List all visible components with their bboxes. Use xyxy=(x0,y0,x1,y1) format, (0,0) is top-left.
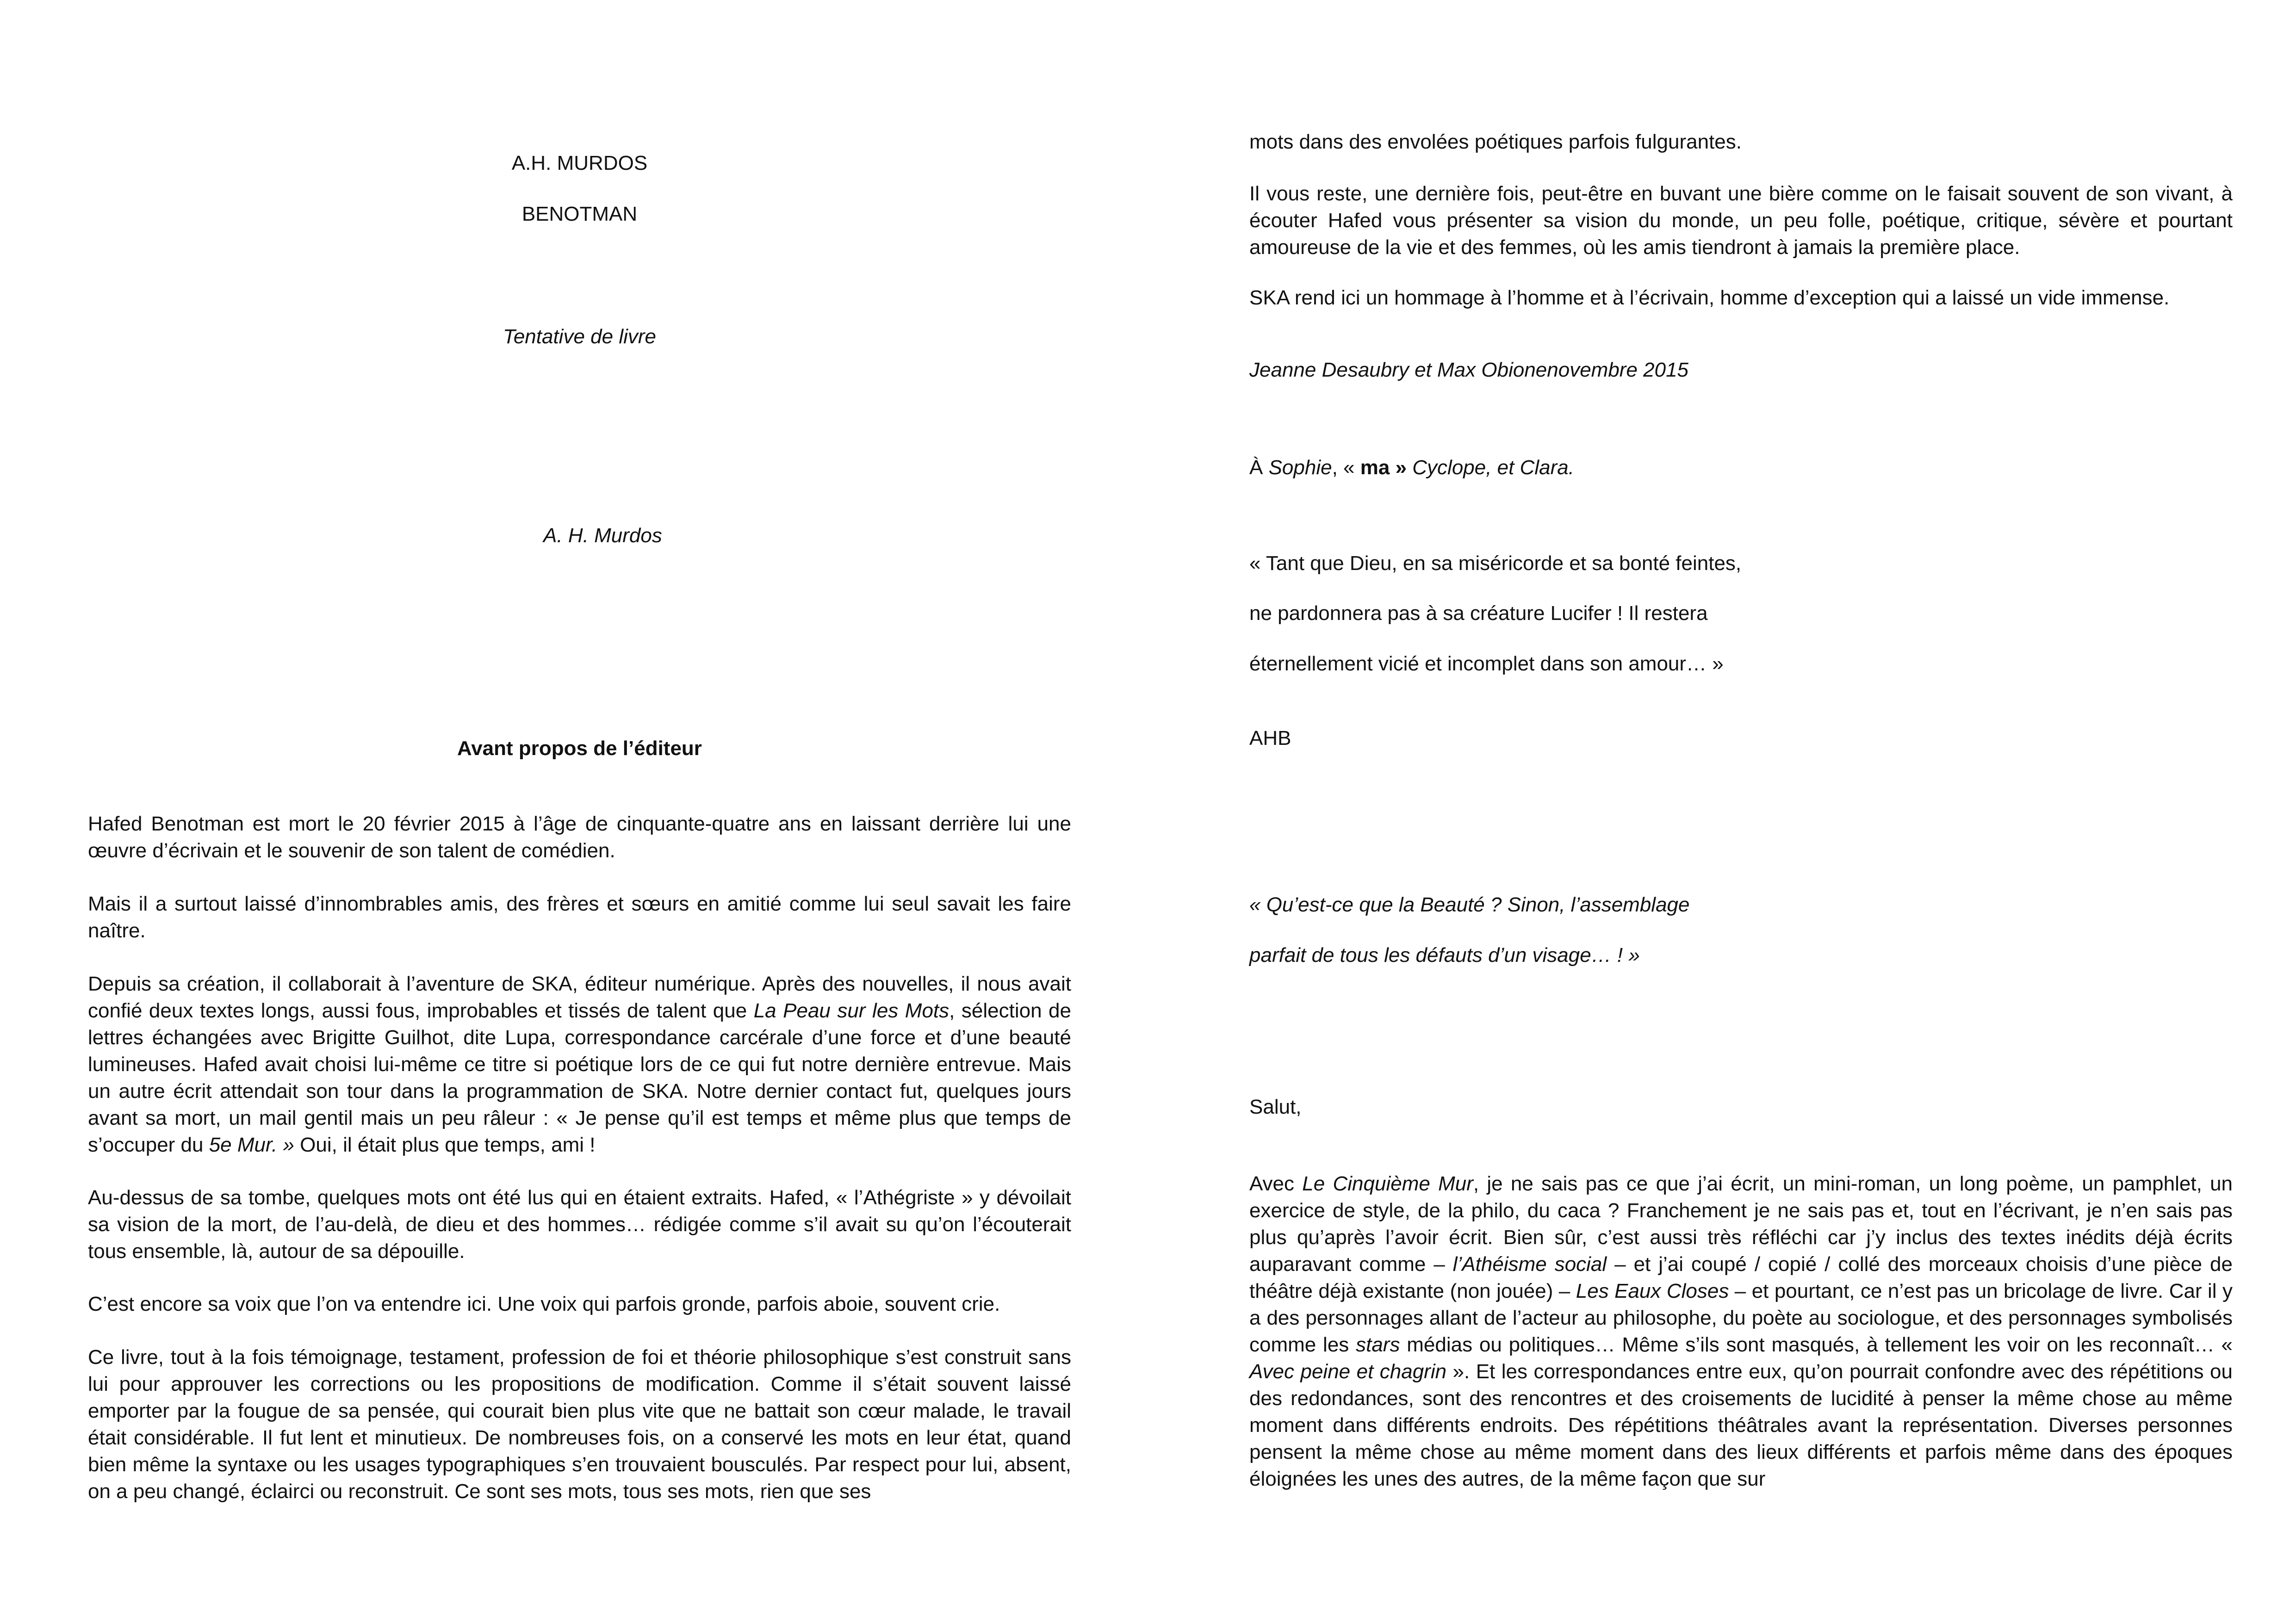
author-name-upper: A.H. MURDOS xyxy=(511,152,648,174)
foreword-heading: Avant propos de l’éditeur xyxy=(457,737,702,760)
epigraph-1-line-1: « Tant que Dieu, en sa miséricorde et sa bonté feintes, xyxy=(1249,552,1742,575)
author-name-italic: A. H. Murdos xyxy=(543,524,662,547)
right-page xyxy=(1249,0,2233,1623)
epigraph-1-line-3: éternellement vicié et incomplet dans son amour… » xyxy=(1249,652,1724,675)
foreword-paragraph-6: Ce livre, tout à la fois témoignage, testament, profession de foi et théorie philosophique s’est construit sans lui pour approuver les corrections ou les propositions de modification. Comme il s’était souvent laissé emporter par la fougue de sa pensée, qui courait bien plus vite que ne battait son cœur malade, le travail était considérable. Il fut lent et minutieux. De nombreuses fois, on a conservé les mots en leur état, quand bien même la syntaxe ou les usages typographiques s’en trouvaient bousculés. Par respect pour lui, absent, on a peu changé, éclairci ou reconstruit. Ce sont ses mots, tous ses mots, rien que ses xyxy=(88,1346,1071,1503)
book-title: BENOTMAN xyxy=(521,203,638,225)
book-subtitle: Tentative de livre xyxy=(503,325,656,348)
foreword-paragraph-1: Hafed Benotman est mort le 20 février 2015 à l’âge de cinquante-quatre ans en laissant derrière lui une œuvre d’écrivain et le souvenir de son talent de comédien. xyxy=(88,812,1071,862)
epigraph-2-line-2: parfait de tous les défauts d’un visage… ! » xyxy=(1249,944,1640,966)
foreword-paragraph-3: Depuis sa création, il collaborait à l’aventure de SKA, éditeur numérique. Après des nouvelles, il nous avait confié deux textes longs, aussi fous, improbables et tissés de talent que La Peau sur les Mots, sélection de lettres échangées avec Brigitte Guilhot, dite Lupa, correspondance carcérale d’une force et d’une beauté lumineuses. Hafed avait choisi lui-même ce titre si poétique lors de ce qui fut notre dernière entrevue. Mais un autre écrit attendait son tour dans la programmation de SKA. Notre dernier contact fut, quelques jours avant sa mort, un mail gentil mais un peu râleur : « Je pense qu’il est temps et même plus que temps de s’occuper du 5e Mur. » Oui, il était plus que temps, ami ! xyxy=(88,973,1071,1156)
epigraph-1-line-2: ne pardonnera pas à sa créature Lucifer ! Il restera xyxy=(1249,602,1708,625)
editor-signature: Jeanne Desaubry et Max Obionenovembre 2015 xyxy=(1249,359,1689,381)
epigraph-1-attribution: AHB xyxy=(1249,727,1291,750)
foreword-paragraph-5: C’est encore sa voix que l’on va entendre ici. Une voix qui parfois gronde, parfois aboie, souvent crie. xyxy=(88,1293,1000,1315)
dedication: À Sophie, « ma » Cyclope, et Clara. xyxy=(1249,456,1574,479)
foreword-paragraph-4: Au-dessus de sa tombe, quelques mots ont été lus qui en étaient extraits. Hafed, « l’Athégriste » y dévoilait sa vision de la mort, de l’au-delà, de dieu et des hommes… rédigée comme s’il avait su qu’on l’écouterait tous ensemble, là, autour de sa dépouille. xyxy=(88,1186,1071,1263)
greeting: Salut, xyxy=(1249,1096,1302,1118)
foreword-paragraph-2: Mais il a surtout laissé d’innombrables amis, des frères et sœurs en amitié comme lui seul savait les faire naître. xyxy=(88,892,1071,942)
book-title-cinquieme-mur: Le Cinquième Mur xyxy=(1302,1172,1473,1195)
foreword-paragraph-7: Il vous reste, une dernière fois, peut-être en buvant une bière comme on le faisait souvent de son vivant, à écouter Hafed vous présenter sa vision du monde, un peu folle, poétique, critique, sévère et pourtant amoureuse de la vie et des femmes, où les amis tiendront à jamais la première place. xyxy=(1249,182,2233,259)
author-preface-paragraph: Avec Le Cinquième Mur, je ne sais pas ce que j’ai écrit, un mini-roman, un long poème, un pamphlet, un exercice de style, de la philo, du caca ? Franchement je ne sais pas et, tout en l’écrivant, je n’en sais pas plus qu’après l’avoir écrit. Bien sûr, c’est aussi très réfléchi car j’y inclus des textes inédits déjà écrits auparavant comme – l’Athéisme social – et j’ai coupé / copié / collé des morceaux choisis d’une pièce de théâtre déjà existante (non jouée) – Les Eaux Closes – et pourtant, ce n’est pas un bricolage de livre. Car il y a des personnages allant de l’acteur au philosophe, du poète au sociologue, et des personnages symbolisés comme les stars médias ou politiques… Même s’ils sont masqués, à tellement les voir on les reconnaît… « Avec peine et chagrin ». Et les correspondances entre eux, qu’on pourrait confondre avec des répétitions ou des redondances, sont des rencontres et des croisements de lucidité à penser la même chose au même moment dans différents endroits. Des répétitions théâtrales avant la représentation. Diverses personnes pensent la même chose au même moment dans des lieux différents et parfois même dans des époques éloignées les unes des autres, de la même façon que sur xyxy=(1249,1172,2233,1490)
book-title-la-peau: La Peau sur les Mots xyxy=(753,999,949,1022)
book-title-5e-mur: 5e Mur. » xyxy=(209,1134,294,1156)
epigraph-2-line-1: « Qu’est-ce que la Beauté ? Sinon, l’assemblage xyxy=(1249,893,1690,916)
left-page xyxy=(88,0,1071,1623)
foreword-paragraph-8: SKA rend ici un hommage à l’homme et à l’écrivain, homme d’exception qui a laissé un vide immense. xyxy=(1249,286,2170,309)
foreword-continuation: mots dans des envolées poétiques parfois fulgurantes. xyxy=(1249,130,1742,153)
